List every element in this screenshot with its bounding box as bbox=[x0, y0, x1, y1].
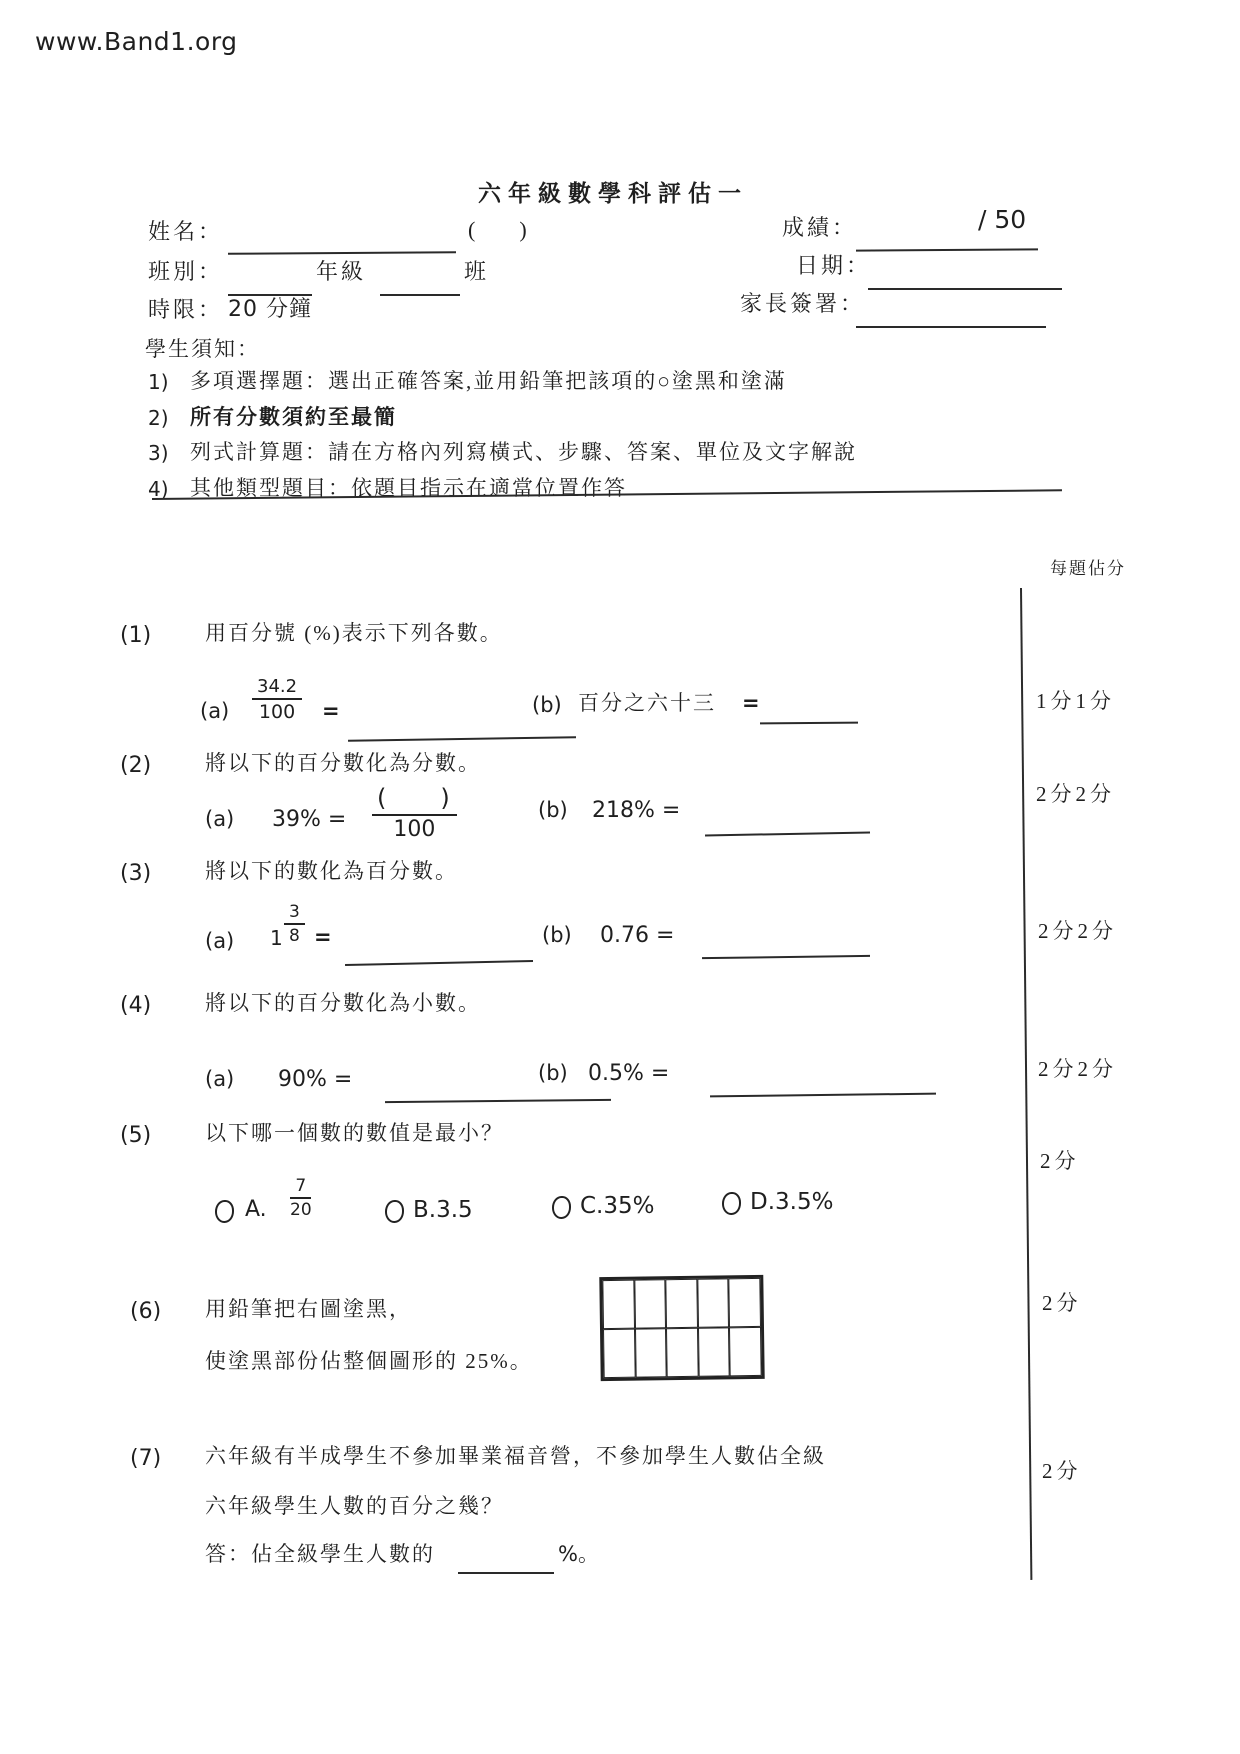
name-class-number-paren: ( ) bbox=[468, 217, 527, 242]
q7-answer-prefix: 答：佔全級學生人數的 bbox=[205, 1542, 435, 1566]
q3-text: 將以下的數化為百分數。 bbox=[205, 859, 458, 883]
class-label: 班別： bbox=[148, 259, 224, 284]
q6-number: (6) bbox=[130, 1299, 162, 1324]
q6-grid-cell bbox=[602, 1280, 634, 1329]
parent-signature-line bbox=[856, 324, 1046, 328]
q5-number: (5) bbox=[120, 1123, 152, 1148]
q3b-label: (b) bbox=[542, 923, 572, 947]
q5-option-b-label: B.3.5 bbox=[413, 1197, 473, 1223]
q5-option-a-bubble-icon bbox=[215, 1200, 234, 1223]
score-answer-line bbox=[856, 246, 1038, 251]
q1b-answer-line bbox=[760, 720, 858, 725]
q3a-equals: = bbox=[314, 925, 332, 949]
q3a-fraction-numerator: 3 bbox=[284, 902, 305, 925]
q1b-label: (b) bbox=[532, 693, 562, 717]
q3-number: (3) bbox=[120, 861, 152, 886]
parent-signature-label: 家長簽署： bbox=[740, 291, 866, 316]
time-limit-value: 20 分鐘 bbox=[228, 297, 312, 322]
q3b-answer-line bbox=[702, 953, 870, 959]
q3-marks: 2分2分 bbox=[1038, 919, 1117, 943]
q6-grid-cell bbox=[635, 1328, 667, 1377]
q5-option-a-label: A. bbox=[245, 1197, 267, 1222]
q2b-answer-line bbox=[705, 830, 870, 837]
q2a-label: (a) bbox=[205, 807, 235, 831]
q2a-expression: 39% = bbox=[272, 807, 347, 832]
class-grade-word: 年級 bbox=[316, 259, 367, 284]
q6-grid-cell bbox=[698, 1327, 730, 1376]
q4-text: 將以下的百分數化為小數。 bbox=[205, 991, 481, 1015]
q1-text: 用百分號 (%)表示下列各數。 bbox=[205, 621, 503, 645]
q6-grid-cell bbox=[729, 1278, 761, 1327]
q7-answer-line bbox=[458, 1570, 554, 1574]
class-name-line bbox=[380, 292, 460, 296]
score-label: 成績： bbox=[782, 215, 858, 240]
q2b-expression: 218% = bbox=[592, 798, 681, 823]
q4a-expression: 90% = bbox=[278, 1067, 353, 1092]
q2-text: 將以下的百分數化為分數。 bbox=[205, 751, 481, 775]
note-4-num: 4) bbox=[148, 477, 169, 501]
note-2-text: 所有分數須約至最簡 bbox=[190, 405, 397, 429]
name-answer-line bbox=[228, 249, 456, 255]
q5-option-c-label: C.35% bbox=[580, 1193, 655, 1219]
q7-answer-suffix: %。 bbox=[558, 1542, 599, 1566]
q6-grid-cell bbox=[729, 1327, 761, 1376]
q3a-whole-number: 1 bbox=[270, 926, 283, 950]
q6-marks: 2分 bbox=[1042, 1291, 1082, 1315]
q1a-fraction bbox=[252, 676, 302, 723]
q6-grid-cell bbox=[697, 1278, 729, 1327]
note-3-text: 列式計算題：請在方格內列寫橫式、步驟、答案、單位及文字解說 bbox=[190, 440, 857, 464]
note-1-text: 多項選擇題：選出正確答案,並用鉛筆把該項的○塗黑和塗滿 bbox=[190, 369, 787, 393]
q1b-text: 百分之六十三 bbox=[578, 691, 716, 715]
date-label: 日期： bbox=[796, 253, 872, 278]
page-title: 六年級數學科評估一 bbox=[478, 181, 748, 206]
note-1-num: 1) bbox=[148, 370, 169, 394]
marks-column-line bbox=[1020, 588, 1032, 1580]
q1b-equals: = bbox=[742, 691, 760, 715]
q5-option-a-fraction bbox=[290, 1176, 312, 1220]
q2-marks: 2分2分 bbox=[1036, 782, 1115, 806]
notes-heading: 學生須知： bbox=[145, 337, 260, 361]
q4-marks: 2分2分 bbox=[1038, 1057, 1117, 1081]
q7-text-line1: 六年級有半成學生不參加畢業福音營，不參加學生人數佔全級 bbox=[205, 1444, 826, 1468]
q4b-label: (b) bbox=[538, 1061, 568, 1085]
q6-grid-cell bbox=[666, 1279, 698, 1328]
q1-number: (1) bbox=[120, 623, 152, 648]
q1-marks: 1分1分 bbox=[1036, 689, 1115, 713]
q7-number: (7) bbox=[130, 1446, 162, 1471]
q3a-fraction bbox=[284, 902, 305, 946]
q1a-answer-line bbox=[348, 734, 576, 742]
q3a-answer-line bbox=[345, 958, 533, 966]
q4b-expression: 0.5% = bbox=[588, 1061, 670, 1086]
q4-number: (4) bbox=[120, 993, 152, 1018]
q4b-answer-line bbox=[710, 1091, 936, 1098]
note-4-text: 其他類型題目：依題目指示在適當位置作答 bbox=[190, 476, 627, 500]
q4a-answer-line bbox=[385, 1097, 611, 1103]
q4a-label: (a) bbox=[205, 1067, 235, 1091]
note-3-num: 3) bbox=[148, 441, 169, 465]
name-label: 姓名： bbox=[148, 219, 224, 244]
site-watermark: www.Band1.org bbox=[35, 27, 238, 56]
q6-grid-cell bbox=[634, 1279, 666, 1328]
q2a-fraction-numerator: ( ) bbox=[372, 778, 457, 816]
q5-option-b-bubble-icon bbox=[385, 1200, 404, 1223]
q1a-fraction-numerator: 34.2 bbox=[252, 676, 302, 700]
q5-option-a-denominator: 20 bbox=[290, 1200, 312, 1220]
marks-column-header: 每題佔分 bbox=[1050, 559, 1126, 578]
q1a-fraction-denominator: 100 bbox=[258, 701, 296, 723]
q7-text-line2: 六年級學生人數的百分之幾？ bbox=[205, 1494, 504, 1518]
score-total: / 50 bbox=[978, 205, 1027, 234]
class-suffix: 班 bbox=[464, 259, 490, 284]
q3a-fraction-denominator: 8 bbox=[289, 926, 300, 946]
q5-text: 以下哪一個數的數值是最小？ bbox=[205, 1121, 504, 1145]
q2-number: (2) bbox=[120, 753, 152, 778]
q1a-equals: = bbox=[322, 699, 340, 723]
q1a-label: (a) bbox=[200, 699, 230, 723]
q5-marks: 2分 bbox=[1040, 1149, 1080, 1173]
q2b-label: (b) bbox=[538, 798, 568, 822]
q5-option-a-numerator: 7 bbox=[290, 1176, 311, 1199]
q3b-expression: 0.76 = bbox=[600, 923, 675, 948]
q3a-label: (a) bbox=[205, 929, 235, 953]
q6-text-line2: 使塗黑部份佔整個圖形的 25%。 bbox=[205, 1349, 533, 1373]
q6-grid-cell bbox=[603, 1329, 635, 1378]
q5-option-c-bubble-icon bbox=[552, 1196, 571, 1219]
q6-grid-cell bbox=[666, 1328, 698, 1377]
q5-option-d-bubble-icon bbox=[722, 1192, 741, 1215]
q2a-fraction bbox=[372, 778, 457, 842]
q5-option-d-label: D.3.5% bbox=[750, 1189, 834, 1215]
date-answer-line bbox=[868, 286, 1062, 290]
time-limit-label: 時限： bbox=[148, 297, 224, 322]
note-2-num: 2) bbox=[148, 406, 169, 430]
q6-shading-grid bbox=[599, 1275, 764, 1381]
q7-marks: 2分 bbox=[1042, 1459, 1082, 1483]
q2a-fraction-denominator: 100 bbox=[393, 817, 436, 842]
q6-text-line1: 用鉛筆把右圖塗黑， bbox=[205, 1297, 412, 1321]
